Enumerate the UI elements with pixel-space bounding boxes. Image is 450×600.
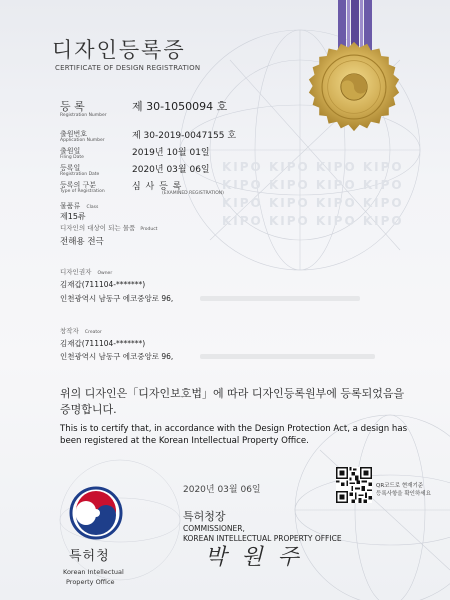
registration-label-en: Registration Number [60,113,107,118]
registration-type-en: (EXAMINED REGISTRATION) [162,191,224,196]
product-value: 전해용 전극 [60,237,104,247]
product-label: 디자인의 대상이 되는 물품 Product [60,224,158,232]
registration-date: 2020년 03월 06일 [132,165,210,175]
logo-name-ko: 특허청 [69,549,110,564]
watermark-kipo: KIPO KIPO KIPO KIPO [222,196,404,210]
redaction-bar [200,296,360,301]
registration-label: 등 록 [60,100,85,113]
reg-type-label: 등록의 구분 [60,181,97,189]
commissioner-title: 특허청장 [183,510,226,523]
certificate-title: 디자인등록증 [52,38,186,62]
application-label-en: Application Number [60,138,105,143]
owner-label: 디자인권자 Owner [60,268,113,276]
watermark-kipo: KIPO KIPO KIPO KIPO [222,178,404,192]
owner-name: 김재갑(711104-*******) [60,280,146,289]
qr-code-icon[interactable] [336,467,372,503]
class-label: 물품류 Class [60,202,99,210]
reg-date-label: 등록일 [60,164,81,172]
commissioner-signature: 박 원 주 [205,545,303,570]
issue-date: 2020년 03월 06일 [183,485,261,495]
application-label: 출원번호 [60,130,88,138]
creator-name: 김재갑(711104-*******) [60,339,146,348]
qr-note-line2: 등록사항을 확인하세요 [376,491,431,497]
redaction-bar [200,354,375,359]
logo-name-en-1: Korean Intellectual [63,568,124,576]
statement-en: This is to certify that, in accordance with the Design Protection Act, a design has been registered at the Korean Intellectual Property Office. [60,424,408,446]
reg-type-label-en: Type of Registration [60,189,105,194]
commissioner-title-en-2: KOREAN INTELLECTUAL PROPERTY OFFICE [183,534,342,543]
watermark-kipo: KIPO KIPO KIPO KIPO [222,214,404,228]
reg-date-label-en: Registration Date [60,172,100,177]
qr-note-line1: QR코드로 현재기준 [376,483,424,489]
registration-type: 심 사 등 록 [132,182,183,192]
owner-address: 인천광역시 남동구 에코중앙로 96, [60,294,174,303]
logo-name-en-2: Property Office [66,578,115,586]
registration-number: 제 30-1050094 호 [132,100,228,113]
statement-ko: 위의 디자인은「디자인보호법」에 따라 디자인등록원부에 등록되었음을 증명합니다. [60,387,405,416]
application-number: 제 30-2019-0047155 호 [132,131,237,141]
watermark-kipo: KIPO KIPO KIPO KIPO [222,160,404,174]
filing-label: 출원일 [60,147,81,155]
gold-seal-icon [307,40,401,134]
certificate-title-en: CERTIFICATE OF DESIGN REGISTRATION [55,64,201,72]
filing-label-en: Filing Date [60,155,84,160]
filing-date: 2019년 10월 01일 [132,148,210,158]
class-value: 제15류 [60,212,86,221]
kipo-logo-icon [68,485,124,541]
creator-address: 인천광역시 남동구 에코중앙로 96, [60,352,174,361]
creator-label: 창작자 Creator [60,327,102,335]
commissioner-title-en-1: COMMISSIONER, [183,524,245,533]
